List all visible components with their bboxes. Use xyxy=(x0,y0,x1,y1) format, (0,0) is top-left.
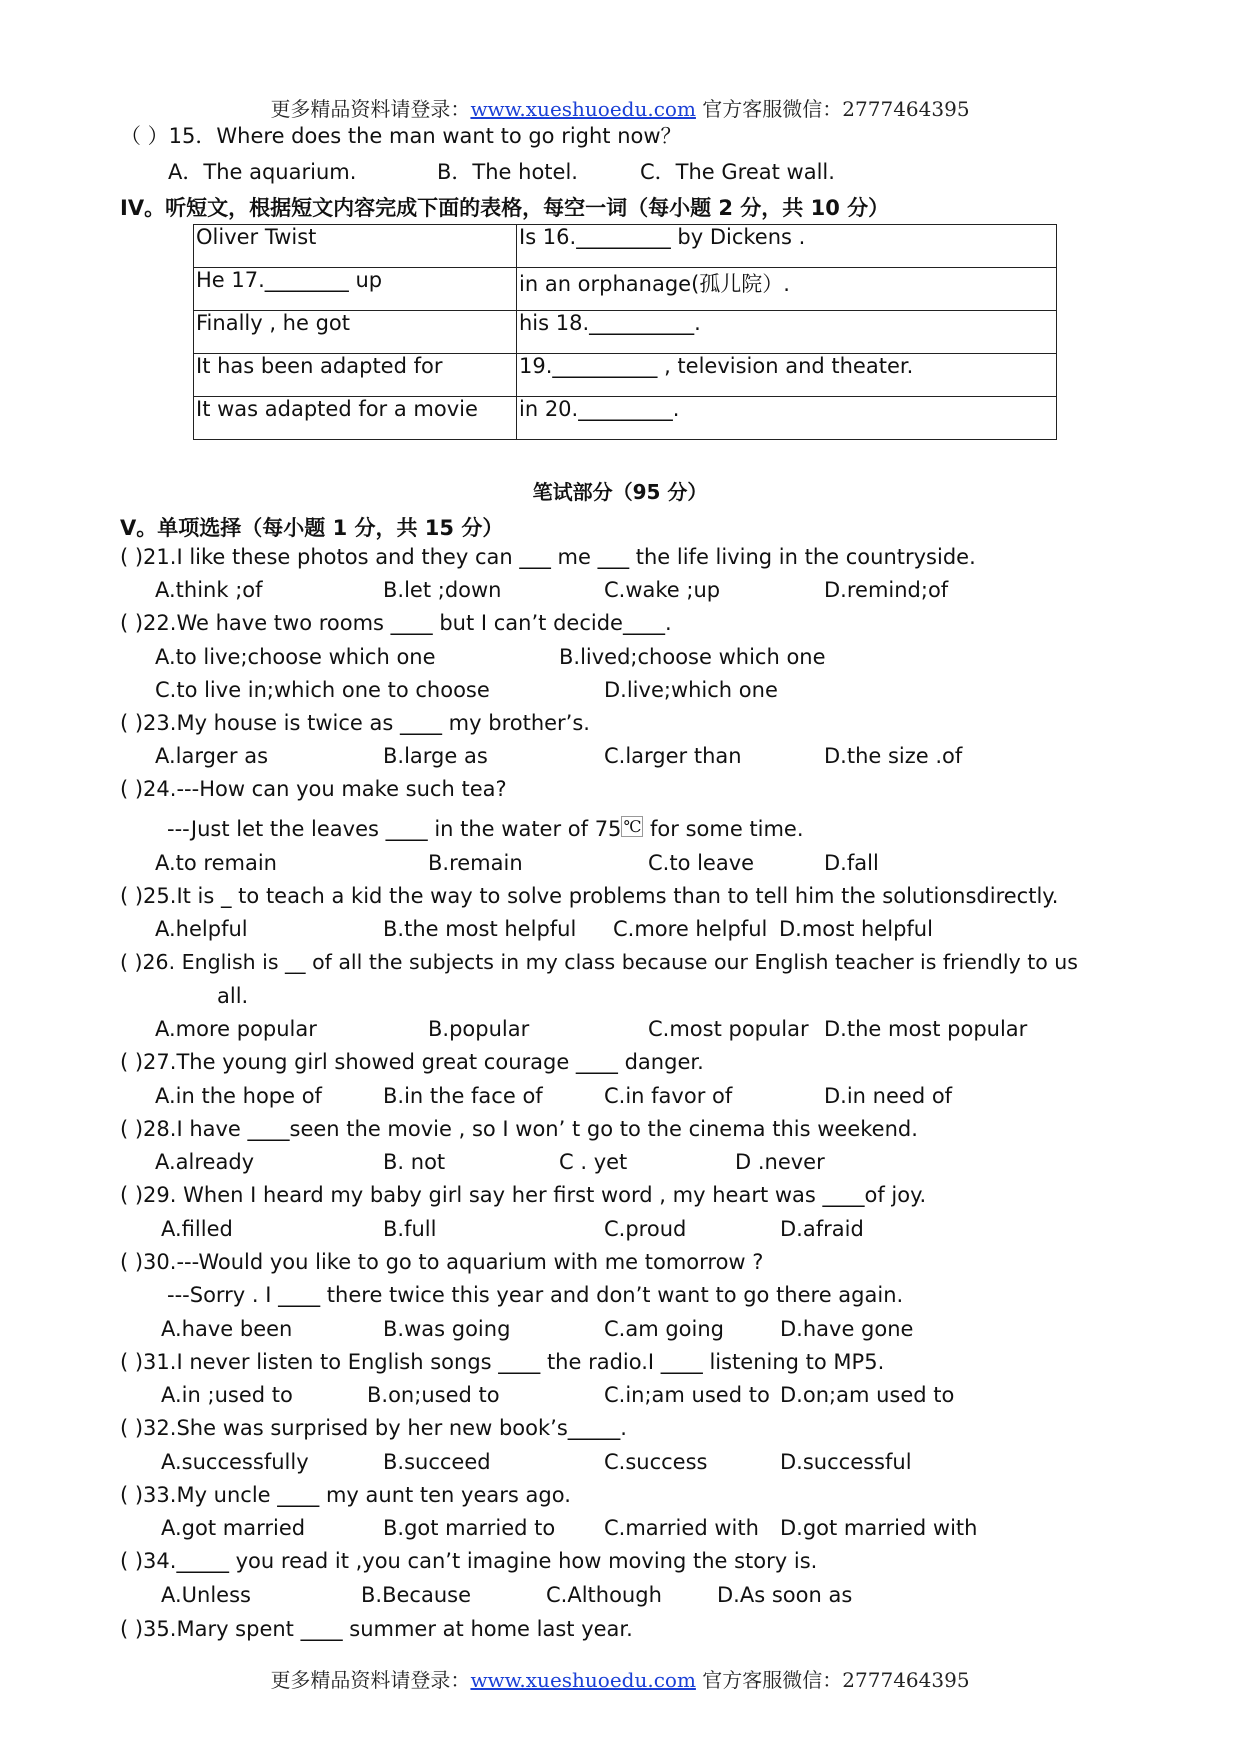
footer-link[interactable]: www.xueshuoedu.com xyxy=(470,1668,696,1692)
question-stem: （ ）15．Where does the man want to go right now？ xyxy=(120,124,682,148)
option: C.in favor of xyxy=(604,1084,733,1108)
table-cell: Oliver Twist xyxy=(194,225,517,268)
written-part-title: 笔试部分（95 分） xyxy=(532,480,708,504)
option: C.more helpful xyxy=(613,917,768,941)
option: A.to live;choose which one xyxy=(155,645,436,669)
option: C.proud xyxy=(604,1217,687,1241)
table-row xyxy=(194,268,1057,311)
option: B.large as xyxy=(383,744,488,768)
table-cell: his 18.__________. xyxy=(517,311,1057,354)
option: A.Unless xyxy=(161,1583,251,1607)
option: B.the most helpful xyxy=(383,917,577,941)
option: B. not xyxy=(383,1150,446,1174)
option: A.successfully xyxy=(161,1450,309,1474)
option: C . yet xyxy=(559,1150,628,1174)
option: D.remind;of xyxy=(824,578,949,602)
footer-prefix: 更多精品资料请登录： xyxy=(270,1668,471,1692)
option: D .never xyxy=(735,1150,825,1174)
option: B.remain xyxy=(428,851,523,875)
option: B.succeed xyxy=(383,1450,491,1474)
option: D.most helpful xyxy=(779,917,933,941)
header-prefix: 更多精品资料请登录： xyxy=(270,97,471,121)
question-stem-continued: all. xyxy=(217,984,249,1008)
table-cell: Is 16._________ by Dickens . xyxy=(517,225,1057,268)
option: C．The Great wall. xyxy=(640,160,835,184)
table-row xyxy=(194,354,1057,397)
option: C.most popular xyxy=(648,1017,809,1041)
option: B.popular xyxy=(428,1017,530,1041)
option: D.fall xyxy=(824,851,879,875)
option: D.in need of xyxy=(824,1084,953,1108)
question-stem: ( )21.I like these photos and they can ___ me ___ the life living in the countryside. xyxy=(120,545,976,569)
option: A.in the hope of xyxy=(155,1084,322,1108)
option: B.in the face of xyxy=(383,1084,543,1108)
question-stem: ( )35.Mary spent ____ summer at home last year. xyxy=(120,1617,633,1641)
option: B.let ;down xyxy=(383,578,502,602)
table-cell: 19.__________ , television and theater. xyxy=(517,354,1057,397)
option: C.Although xyxy=(546,1583,662,1607)
option: C.in;am used to xyxy=(604,1383,770,1407)
header-suffix: 官方客服微信：2777464395 xyxy=(695,97,970,121)
option: D.on;am used to xyxy=(780,1383,955,1407)
table-cell: in an orphanage(孤儿院）. xyxy=(517,268,1057,311)
option: D.the most popular xyxy=(824,1017,1028,1041)
table-cell: It was adapted for a movie xyxy=(194,397,517,440)
option: B.Because xyxy=(361,1583,471,1607)
page-footer xyxy=(0,1664,1240,1693)
header-link[interactable]: www.xueshuoedu.com xyxy=(470,97,696,121)
option: A.already xyxy=(155,1150,255,1174)
option: C.to leave xyxy=(648,851,755,875)
option: A．The aquarium. xyxy=(168,160,357,184)
question-stem: ( )24.---How can you make such tea? xyxy=(120,777,507,801)
option: D.the size .of xyxy=(824,744,963,768)
table-row xyxy=(194,225,1057,268)
celsius-unit: ℃ xyxy=(623,817,642,836)
reply-text: for some time. xyxy=(643,817,804,841)
option: D.As soon as xyxy=(717,1583,853,1607)
table-row xyxy=(194,311,1057,354)
option: B．The hotel. xyxy=(437,160,578,184)
option: C.wake ;up xyxy=(604,578,721,602)
option: A.got married xyxy=(161,1516,306,1540)
option: A.helpful xyxy=(155,917,248,941)
section-title: IV。听短文，根据短文内容完成下面的表格，每空一词（每小题 2 分，共 10 分） xyxy=(120,196,890,220)
option: A.in ;used to xyxy=(161,1383,293,1407)
question-stem: ( )29. When I heard my baby girl say her first word , my heart was ____of joy. xyxy=(120,1183,927,1207)
dialogue-reply xyxy=(167,817,804,841)
question-stem: ( )27.The young girl showed great courage ____ danger. xyxy=(120,1050,704,1074)
option: B.got married to xyxy=(383,1516,556,1540)
option: C.married with xyxy=(604,1516,759,1540)
option: D.got married with xyxy=(780,1516,978,1540)
section-title: V。单项选择（每小题 1 分，共 15 分） xyxy=(120,516,504,540)
question-stem: ( )23.My house is twice as ____ my brother’s. xyxy=(120,711,590,735)
table-row xyxy=(194,397,1057,440)
option: B.lived;choose which one xyxy=(559,645,826,669)
option: A.have been xyxy=(161,1317,293,1341)
option: C.success xyxy=(604,1450,708,1474)
option: A.think ;of xyxy=(155,578,263,602)
option: D.live;which one xyxy=(604,678,778,702)
question-stem: ( )28.I have ____seen the movie , so I won’ t go to the cinema this weekend. xyxy=(120,1117,918,1141)
question-stem: ( )30.---Would you like to go to aquarium with me tomorrow ? xyxy=(120,1250,764,1274)
page-header xyxy=(0,93,1240,122)
question-stem: ( )34._____ you read it ,you can’t imagine how moving the story is. xyxy=(120,1549,818,1573)
option: D.afraid xyxy=(780,1217,864,1241)
option: A.to remain xyxy=(155,851,277,875)
option: B.was going xyxy=(383,1317,511,1341)
question-stem: ( )25.It is _ to teach a kid the way to solve problems than to tell him the solutionsdirectly. xyxy=(120,884,1059,908)
option: A.filled xyxy=(161,1217,233,1241)
option: A.more popular xyxy=(155,1017,317,1041)
table-cell: in 20._________. xyxy=(517,397,1057,440)
option: D.have gone xyxy=(780,1317,914,1341)
option: C.to live in;which one to choose xyxy=(155,678,490,702)
option: B.full xyxy=(383,1217,437,1241)
question-stem: ( )33.My uncle ____ my aunt ten years ago. xyxy=(120,1483,571,1507)
question-stem: ( )31.I never listen to English songs ____ the radio.I ____ listening to MP5. xyxy=(120,1350,885,1374)
table-cell: He 17.________ up xyxy=(194,268,517,311)
question-stem: ( )22.We have two rooms ____ but I can’t decide____. xyxy=(120,611,672,635)
option: C.am going xyxy=(604,1317,724,1341)
option: D.successful xyxy=(780,1450,912,1474)
table-cell: Finally , he got xyxy=(194,311,517,354)
question-stem: ( )32.She was surprised by her new book’s_____. xyxy=(120,1416,627,1440)
option: B.on;used to xyxy=(367,1383,500,1407)
option: A.larger as xyxy=(155,744,269,768)
dialogue-reply: ---Sorry . I ____ there twice this year and don’t want to go there again. xyxy=(167,1283,904,1307)
footer-suffix: 官方客服微信：2777464395 xyxy=(695,1668,970,1692)
listening-table xyxy=(193,224,1057,440)
reply-text: ---Just let the leaves ____ in the water of 75 xyxy=(167,817,622,841)
question-stem: ( )26. English is __ of all the subjects in my class because our English teacher is friendly to us xyxy=(120,950,1078,974)
option: C.larger than xyxy=(604,744,742,768)
table-cell: It has been adapted for xyxy=(194,354,517,397)
